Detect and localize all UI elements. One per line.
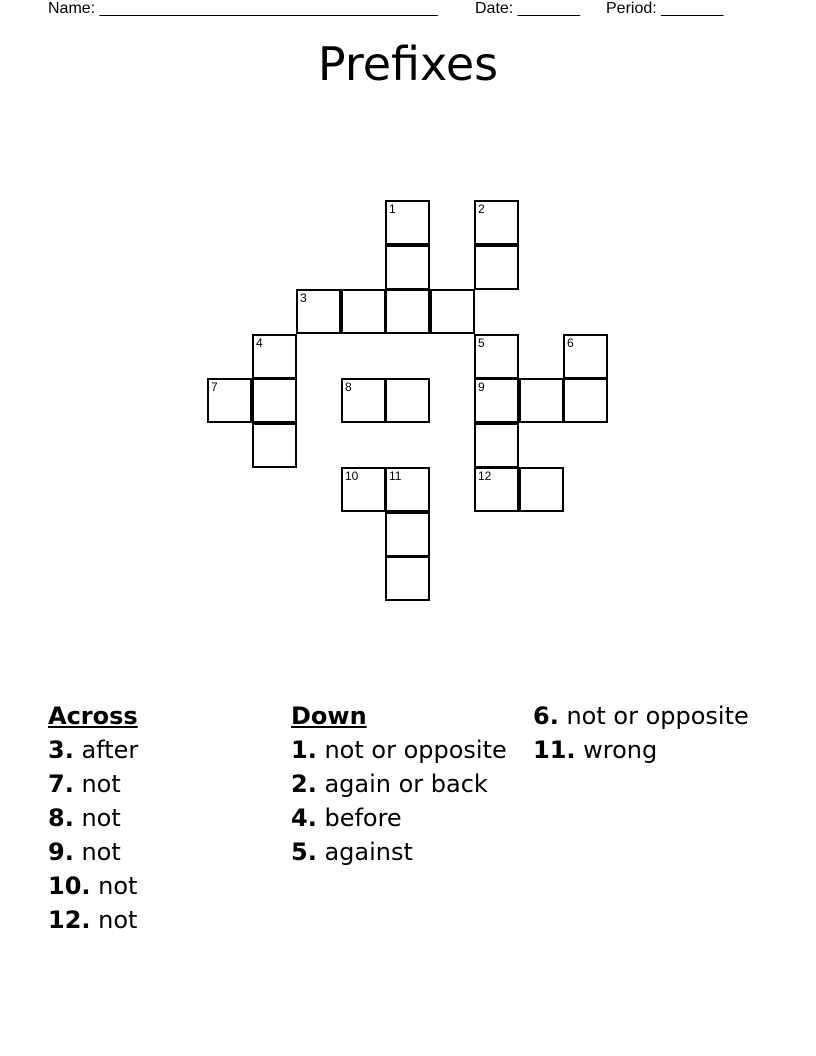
crossword-cell[interactable]: [385, 245, 430, 290]
clue-number: 11.: [533, 736, 576, 764]
clue-number: 9.: [48, 838, 74, 866]
clue-item: [291, 736, 511, 764]
crossword-cell[interactable]: [252, 334, 297, 379]
date-field[interactable]: Date: _______: [475, 0, 580, 17]
clue-number: 3.: [48, 736, 74, 764]
crossword-cell[interactable]: [474, 200, 519, 245]
clue-number: 7.: [48, 770, 74, 798]
clue-text: not: [73, 804, 121, 832]
clue-number-label: 7: [211, 380, 218, 394]
across-heading: Across: [48, 702, 138, 730]
crossword-cell[interactable]: [563, 378, 608, 423]
crossword-cell[interactable]: [341, 467, 386, 512]
crossword-cell[interactable]: [519, 467, 564, 512]
across-clues: [48, 702, 268, 940]
crossword-cell[interactable]: [430, 289, 475, 334]
clue-item: [48, 770, 268, 798]
clue-number-label: 5: [478, 336, 485, 350]
clue-text: again or back: [316, 770, 488, 798]
crossword-cell[interactable]: [207, 378, 252, 423]
crossword-cell[interactable]: [385, 556, 430, 601]
clue-item: [533, 736, 753, 764]
crossword-cell[interactable]: [519, 378, 564, 423]
clue-text: before: [316, 804, 402, 832]
clue-number-label: 9: [478, 380, 485, 394]
crossword-cell[interactable]: [296, 289, 341, 334]
clue-text: not: [90, 906, 138, 934]
crossword-cell[interactable]: [385, 378, 430, 423]
clue-item: [48, 906, 268, 934]
clue-number-label: 1: [389, 202, 396, 216]
clue-number: 1.: [291, 736, 317, 764]
clue-text: not: [73, 770, 121, 798]
crossword-cell[interactable]: [474, 467, 519, 512]
clue-text: not or opposite: [316, 736, 507, 764]
crossword-cell[interactable]: [252, 423, 297, 468]
down-clues-continued: [533, 702, 753, 770]
clue-text: wrong: [575, 736, 658, 764]
crossword-cell[interactable]: [385, 467, 430, 512]
down-heading: Down: [291, 702, 367, 730]
crossword-cell[interactable]: [474, 423, 519, 468]
crossword-cell[interactable]: [474, 378, 519, 423]
crossword-cell[interactable]: [341, 378, 386, 423]
clue-number-label: 12: [478, 469, 492, 483]
clue-item: [48, 872, 268, 900]
clue-number: 5.: [291, 838, 317, 866]
crossword-cell[interactable]: [385, 200, 430, 245]
clue-item: [291, 804, 511, 832]
clue-number-label: 4: [256, 336, 263, 350]
crossword-cell[interactable]: [385, 512, 430, 557]
clue-number-label: 8: [345, 380, 352, 394]
clue-text: against: [316, 838, 413, 866]
clue-item: [533, 702, 753, 730]
crossword-cell[interactable]: [474, 334, 519, 379]
clue-text: not or opposite: [558, 702, 749, 730]
clue-number: 10.: [48, 872, 91, 900]
clue-number: 4.: [291, 804, 317, 832]
clue-number: 12.: [48, 906, 91, 934]
down-clues: [291, 702, 511, 872]
clue-text: after: [73, 736, 139, 764]
clue-number-label: 6: [567, 336, 574, 350]
clue-item: [48, 736, 268, 764]
clue-item: [291, 770, 511, 798]
crossword-cell[interactable]: [474, 245, 519, 290]
clue-text: not: [73, 838, 121, 866]
clue-number-label: 11: [389, 469, 402, 483]
clue-number: 6.: [533, 702, 559, 730]
clue-item: [48, 838, 268, 866]
clue-item: [291, 838, 511, 866]
clue-number: 8.: [48, 804, 74, 832]
clue-number: 2.: [291, 770, 317, 798]
clue-number-label: 3: [300, 291, 307, 305]
period-field[interactable]: Period: _______: [606, 0, 724, 17]
clue-text: not: [90, 872, 138, 900]
page-title: Prefixes: [317, 37, 499, 91]
crossword-cell[interactable]: [252, 378, 297, 423]
clue-number-label: 10: [345, 469, 359, 483]
crossword-cell[interactable]: [341, 289, 386, 334]
clue-item: [48, 804, 268, 832]
crossword-cell[interactable]: [385, 289, 430, 334]
clue-number-label: 2: [478, 202, 485, 216]
name-field[interactable]: Name: ______________________________________: [48, 0, 438, 17]
crossword-cell[interactable]: [563, 334, 608, 379]
